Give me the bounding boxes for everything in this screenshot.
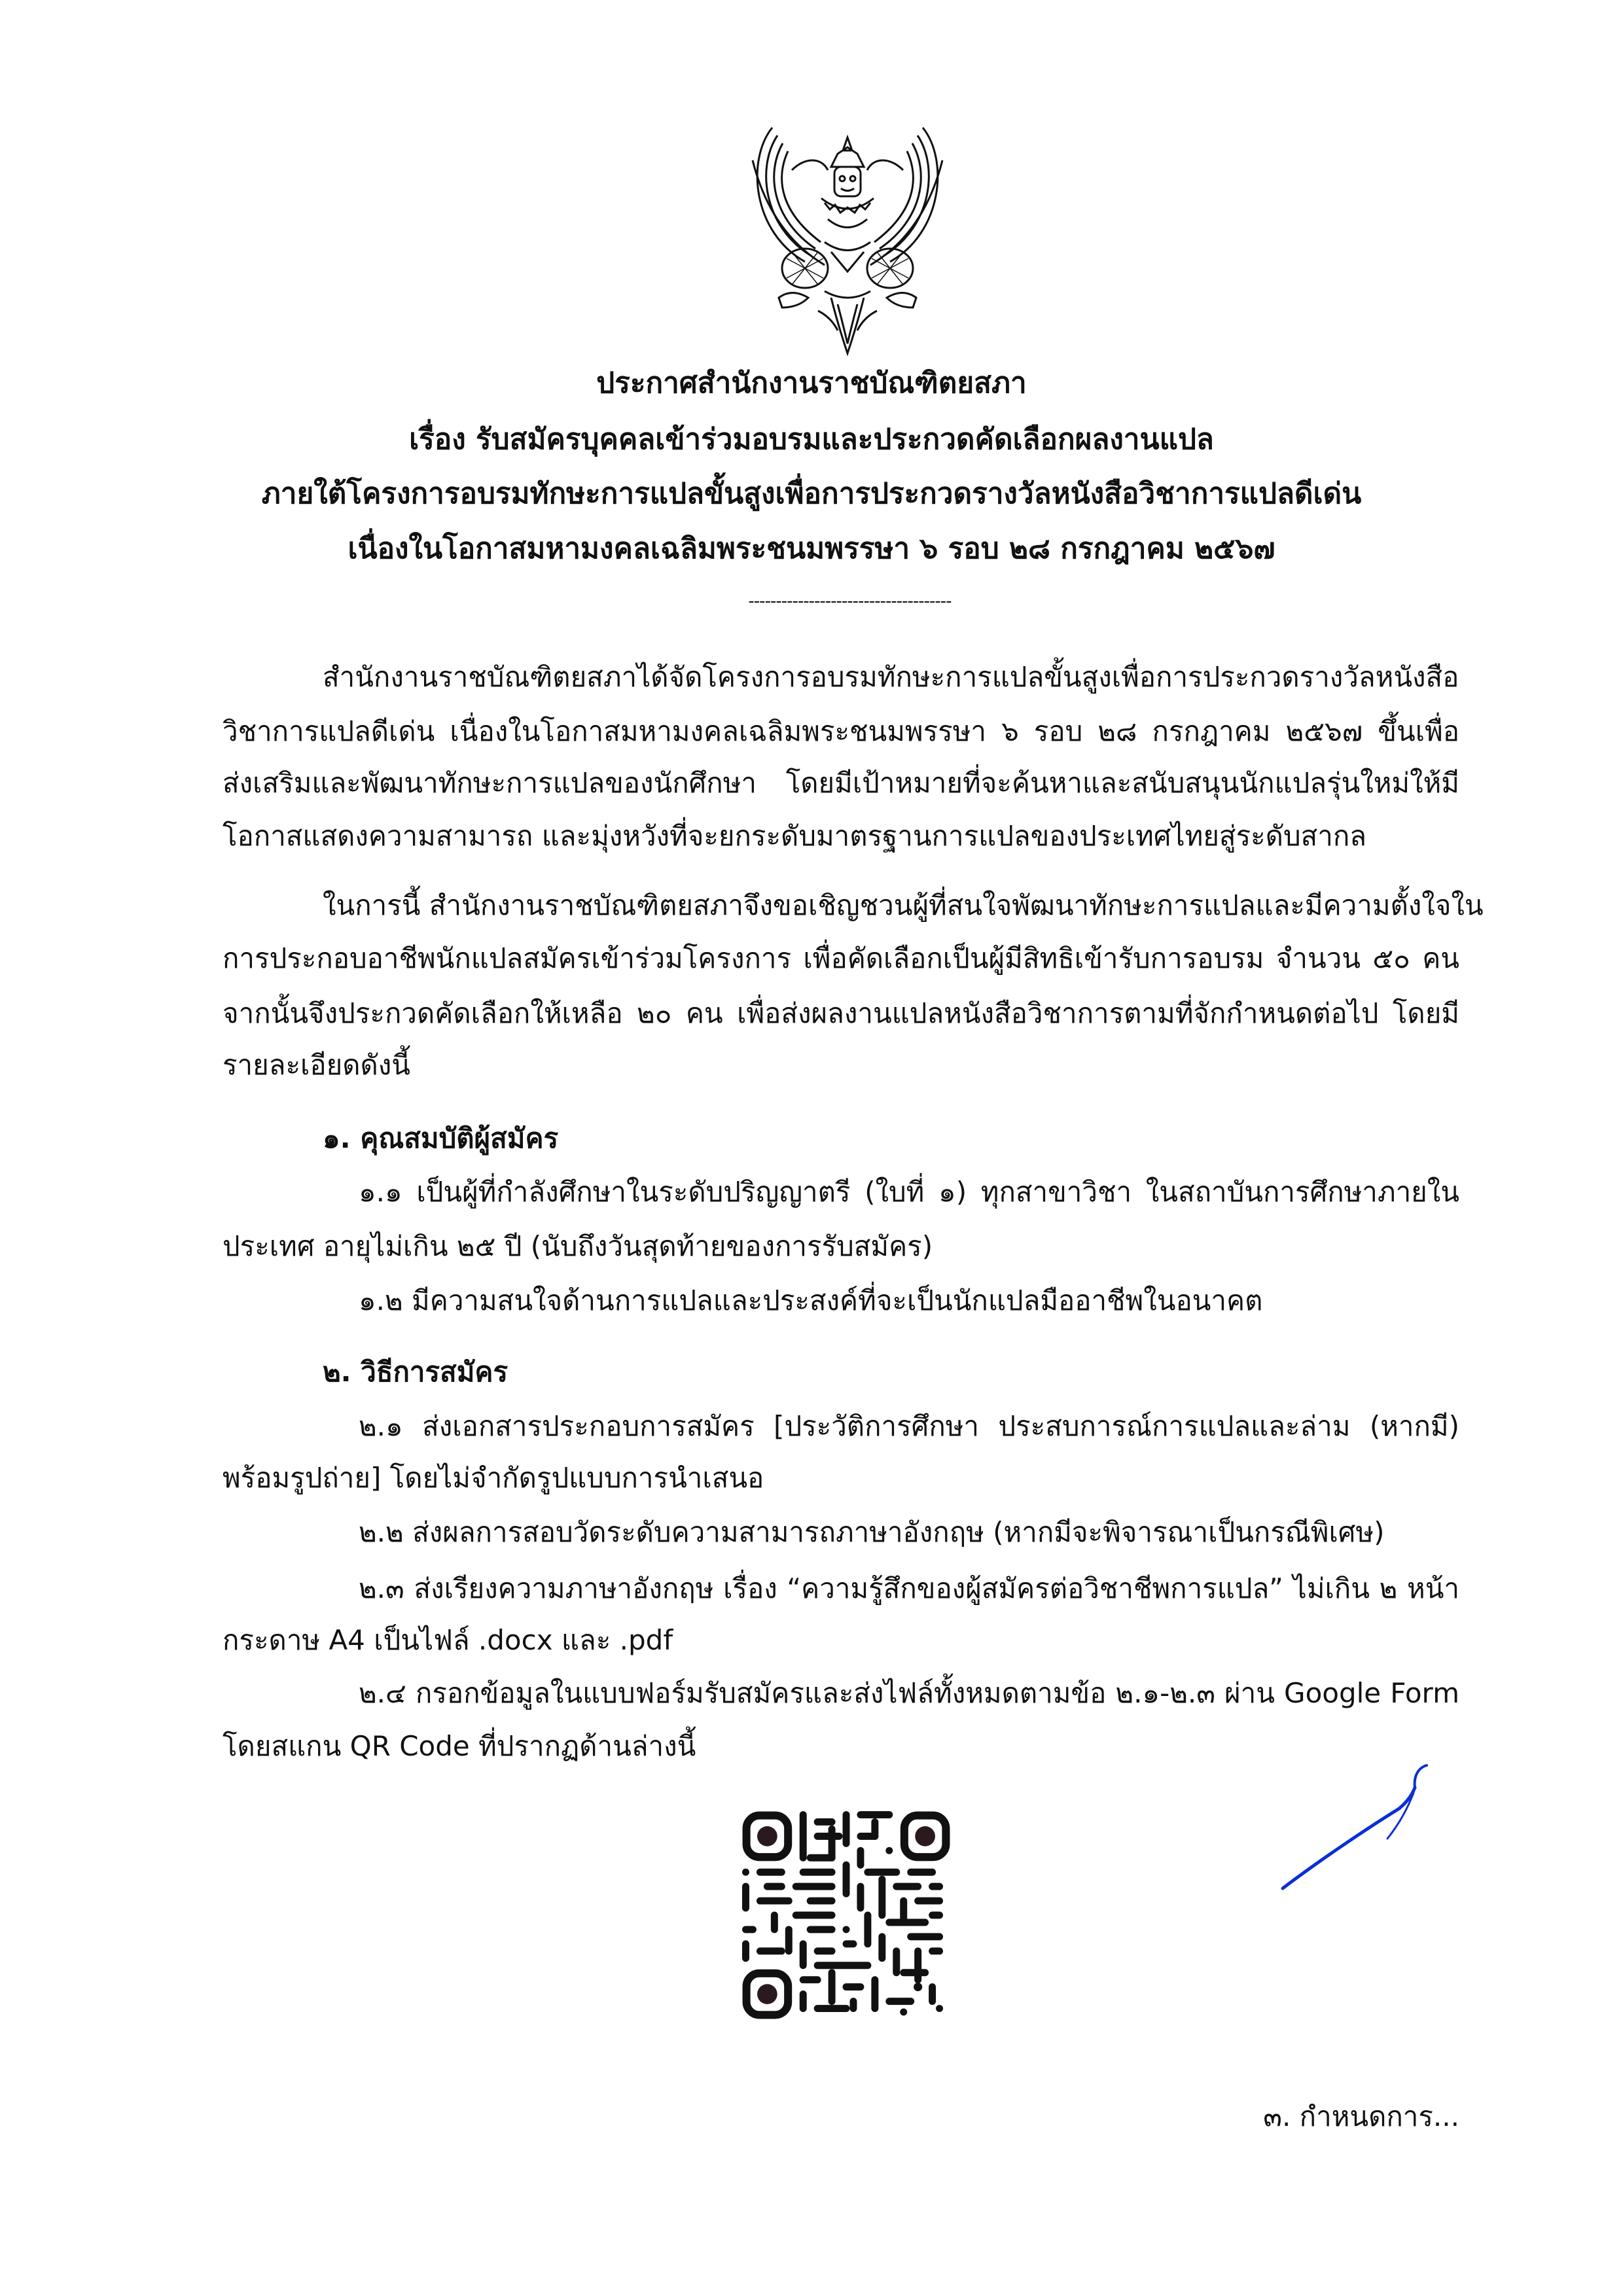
announcement-project: ภายใต้โครงการอบรมทักษะการแปลขั้นสูงเพื่อการประกวดรางวัลหนังสือวิชาการแปลดีเด่น [261, 477, 1362, 510]
qr-code-icon[interactable] [742, 1811, 950, 2019]
paragraph-1-line: วิชาการแปลดีเด่น เนื่องในโอกาสมหามงคลเฉลิมพระชนมพรรษา ๖ รอบ ๒๘ กรกฎาคม ๒๕๖๗ ขึ้นเพื่อ [223, 715, 1459, 747]
item-2-1-line: ๒.๑ ส่งเอกสารประกอบการสมัคร [ประวัติการศึกษา ประสบการณ์การแปลและล่าม (หากมี) [359, 1410, 1459, 1442]
item-2-3-line: ๒.๓ ส่งเรียงความภาษาอังกฤษ เรื่อง “ความรู้สึกของผู้สมัครต่อวิชาชีพการแปล” ไม่เกิน ๒ หน้า [359, 1572, 1459, 1604]
paragraph-2-line: ในการนี้ สำนักงานราชบัณฑิตยสภาจึงขอเชิญชวนผู้ที่สนใจพัฒนาทักษะการแปลและมีความตั้งใจใน [323, 889, 1484, 921]
paragraph-2-line: จากนั้นจึงประกวดคัดเลือกให้เหลือ ๒๐ คน เพื่อส่งผลงานแปลหนังสือวิชาการตามที่จักกำหนดต่อไป โดยมี [223, 997, 1459, 1029]
section-2-heading: ๒. วิธีการสมัคร [323, 1356, 508, 1388]
announcement-subject: เรื่อง รับสมัครบุคคลเข้าร่วมอบรมและประกวดคัดเลือกผลงานแปล [409, 423, 1214, 456]
item-1-2: ๑.๒ มีความสนใจด้านการแปลและประสงค์ที่จะเป็นนักแปลมืออาชีพในอนาคต [359, 1284, 1263, 1316]
item-1-1-line: ๑.๑ เป็นผู้ที่กำลังศึกษาในระดับปริญญาตรี (ใบที่ ๑) ทุกสาขาวิชา ในสถาบันการศึกษาภายใน [359, 1176, 1459, 1208]
item-1-1-line: ประเทศ อายุไม่เกิน ๒๕ ปี (นับถึงวันสุดท้ายของการรับสมัคร) [223, 1230, 933, 1262]
announcement-title: ประกาศสำนักงานราชบัณฑิตยสภา [596, 366, 1027, 400]
paragraph-1-line: สำนักงานราชบัณฑิตยสภาได้จัดโครงการอบรมทักษะการแปลขั้นสูงเพื่อการประกวดรางวัลหนังสือ [323, 661, 1459, 693]
paragraph-1-line: โอกาสแสดงความสามารถ และมุ่งหวังที่จะยกระดับมาตรฐานการแปลของประเทศไทยสู่ระดับสากล [223, 820, 1367, 852]
paragraph-2-line: รายละเอียดดังนี้ [223, 1049, 411, 1081]
next-page-continuation: ๓. กำหนดการ... [1263, 2100, 1459, 2132]
title-separator: ------------------------------------- [748, 592, 952, 611]
paragraph-2-line: การประกอบอาชีพนักแปลสมัครเข้าร่วมโครงการ เพื่อคัดเลือกเป็นผู้มีสิทธิเข้ารับการอบรม จำนวน ๕๐ คน [223, 942, 1459, 974]
signature-icon [1270, 1754, 1440, 1898]
paragraph-1-line: ส่งเสริมและพัฒนาทักษะการแปลของนักศึกษา โดยมีเป้าหมายที่จะค้นหาและสนับสนุนนักแปลรุ่นใหม่ให้มี [223, 767, 1459, 799]
item-2-1-line: พร้อมรูปถ่าย] โดยไม่จำกัดรูปแบบการนำเสนอ [223, 1462, 764, 1494]
section-1-heading: ๑. คุณสมบัติผู้สมัคร [323, 1122, 559, 1154]
item-2-3-line: กระดาษ A4 เป็นไฟล์ .docx และ .pdf [223, 1624, 673, 1656]
garuda-emblem-icon [746, 121, 949, 360]
item-2-4-line: โดยสแกน QR Code ที่ปรากฏด้านล่างนี้ [223, 1730, 696, 1762]
item-2-4-line: ๒.๔ กรอกข้อมูลในแบบฟอร์มรับสมัครและส่งไฟล์ทั้งหมดตามข้อ ๒.๑-๒.๓ ผ่าน Google Form [359, 1677, 1459, 1709]
item-2-2: ๒.๒ ส่งผลการสอบวัดระดับความสามารถภาษาอังกฤษ (หากมีจะพิจารณาเป็นกรณีพิเศษ) [359, 1516, 1385, 1548]
announcement-occasion: เนื่องในโอกาสมหามงคลเฉลิมพระชนมพรรษา ๖ รอบ ๒๘ กรกฎาคม ๒๕๖๗ [348, 532, 1275, 565]
